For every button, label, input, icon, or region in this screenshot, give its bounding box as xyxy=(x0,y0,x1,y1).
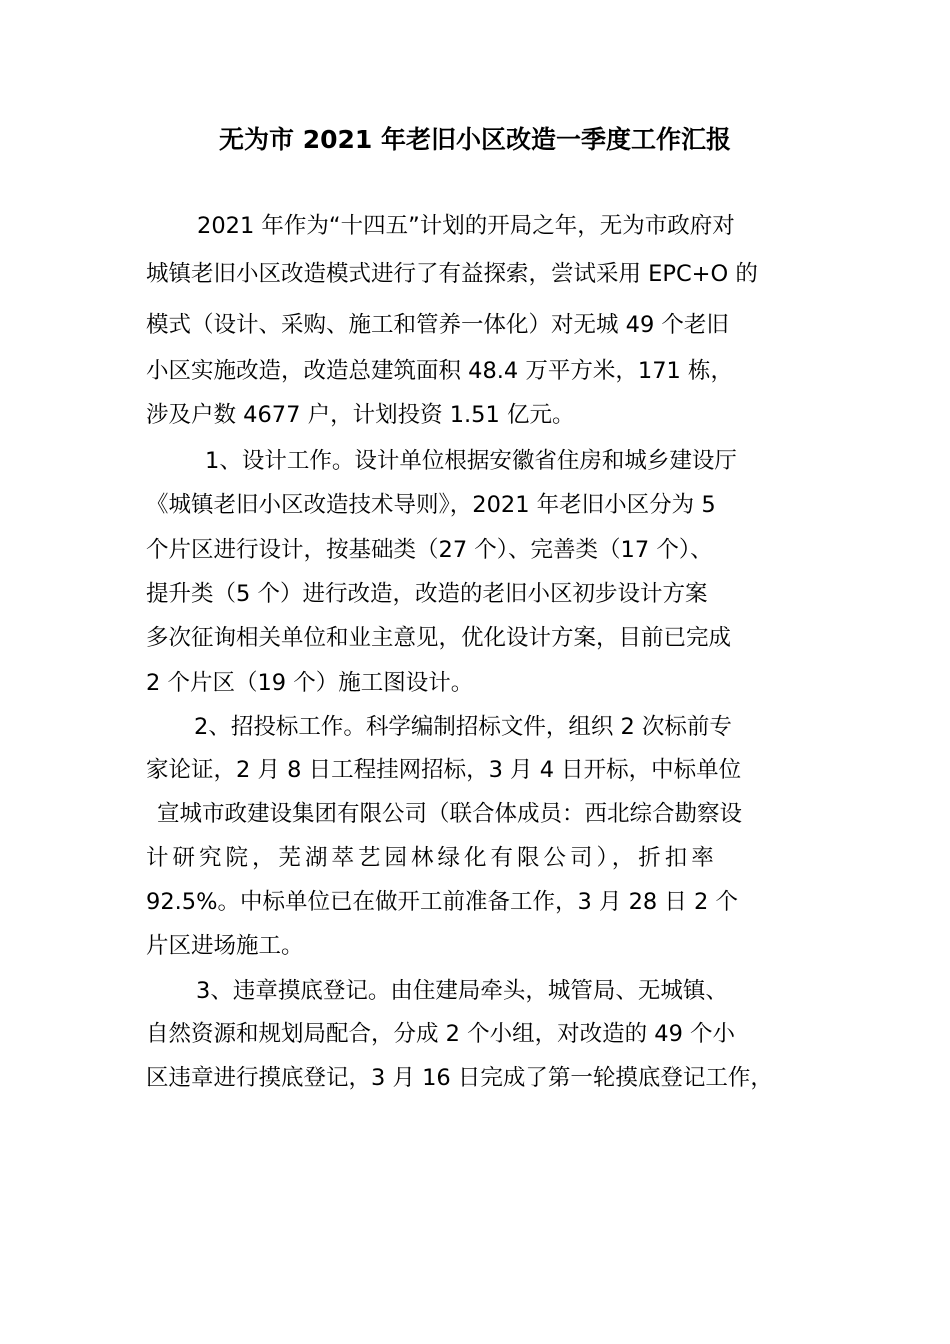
paragraph-2-line-5: 多次征询相关单位和业主意见，优化设计方案，目前已完成 xyxy=(146,625,732,651)
paragraph-4-line-1: 3、违章摸底登记。由住建局牵头，城管局、无城镇、 xyxy=(196,978,728,1004)
paragraph-3-line-2: 家论证，2 月 8 日工程挂网招标，3 月 4 日开标，中标单位 xyxy=(146,757,742,783)
paragraph-2-line-2: 《城镇老旧小区改造技术导则》，2021 年老旧小区分为 5 xyxy=(146,492,716,518)
paragraph-1-line-2: 城镇老旧小区改造模式进行了有益探索，尝试采用 EPC+O 的 xyxy=(146,261,758,287)
paragraph-1-line-5: 涉及户数 4677 户，计划投资 1.51 亿元。 xyxy=(146,402,575,428)
paragraph-3-line-6: 片区进场施工。 xyxy=(146,933,304,959)
paragraph-3-line-4: 计研究院，芜湖萃艺园林绿化有限公司），折扣率 xyxy=(146,845,718,871)
paragraph-2-line-6: 2 个片区（19 个）施工图设计。 xyxy=(146,670,474,696)
paragraph-4-line-3: 区违章进行摸底登记，3 月 16 日完成了第一轮摸底登记工作， xyxy=(146,1065,773,1091)
paragraph-2-line-1: 1、设计工作。设计单位根据安徽省住房和城乡建设厅 xyxy=(205,448,737,474)
paragraph-1-line-3: 模式（设计、采购、施工和管养一体化）对无城 49 个老旧 xyxy=(146,312,729,338)
paragraph-3-line-5: 92.5%。中标单位已在做开工前准备工作，3 月 28 日 2 个 xyxy=(146,889,738,915)
paragraph-4-line-2: 自然资源和规划局配合，分成 2 个小组，对改造的 49 个小 xyxy=(146,1021,736,1047)
document-title: 无为市 2021 年老旧小区改造一季度工作汇报 xyxy=(219,125,731,154)
paragraph-3-line-1: 2、招投标工作。科学编制招标文件，组织 2 次标前专 xyxy=(194,714,732,740)
paragraph-1-line-1: 2021 年作为“十四五”计划的开局之年，无为市政府对 xyxy=(197,213,735,239)
paragraph-2-line-3: 个片区进行设计，按基础类（27 个）、完善类（17 个）、 xyxy=(146,537,713,563)
paragraph-3-line-3: 宣城市政建设集团有限公司（联合体成员：西北综合勘察设 xyxy=(157,801,743,827)
paragraph-1-line-4: 小区实施改造，改造总建筑面积 48.4 万平方米，171 栋， xyxy=(146,358,734,384)
paragraph-2-line-4: 提升类（5 个）进行改造，改造的老旧小区初步设计方案 xyxy=(146,581,708,607)
